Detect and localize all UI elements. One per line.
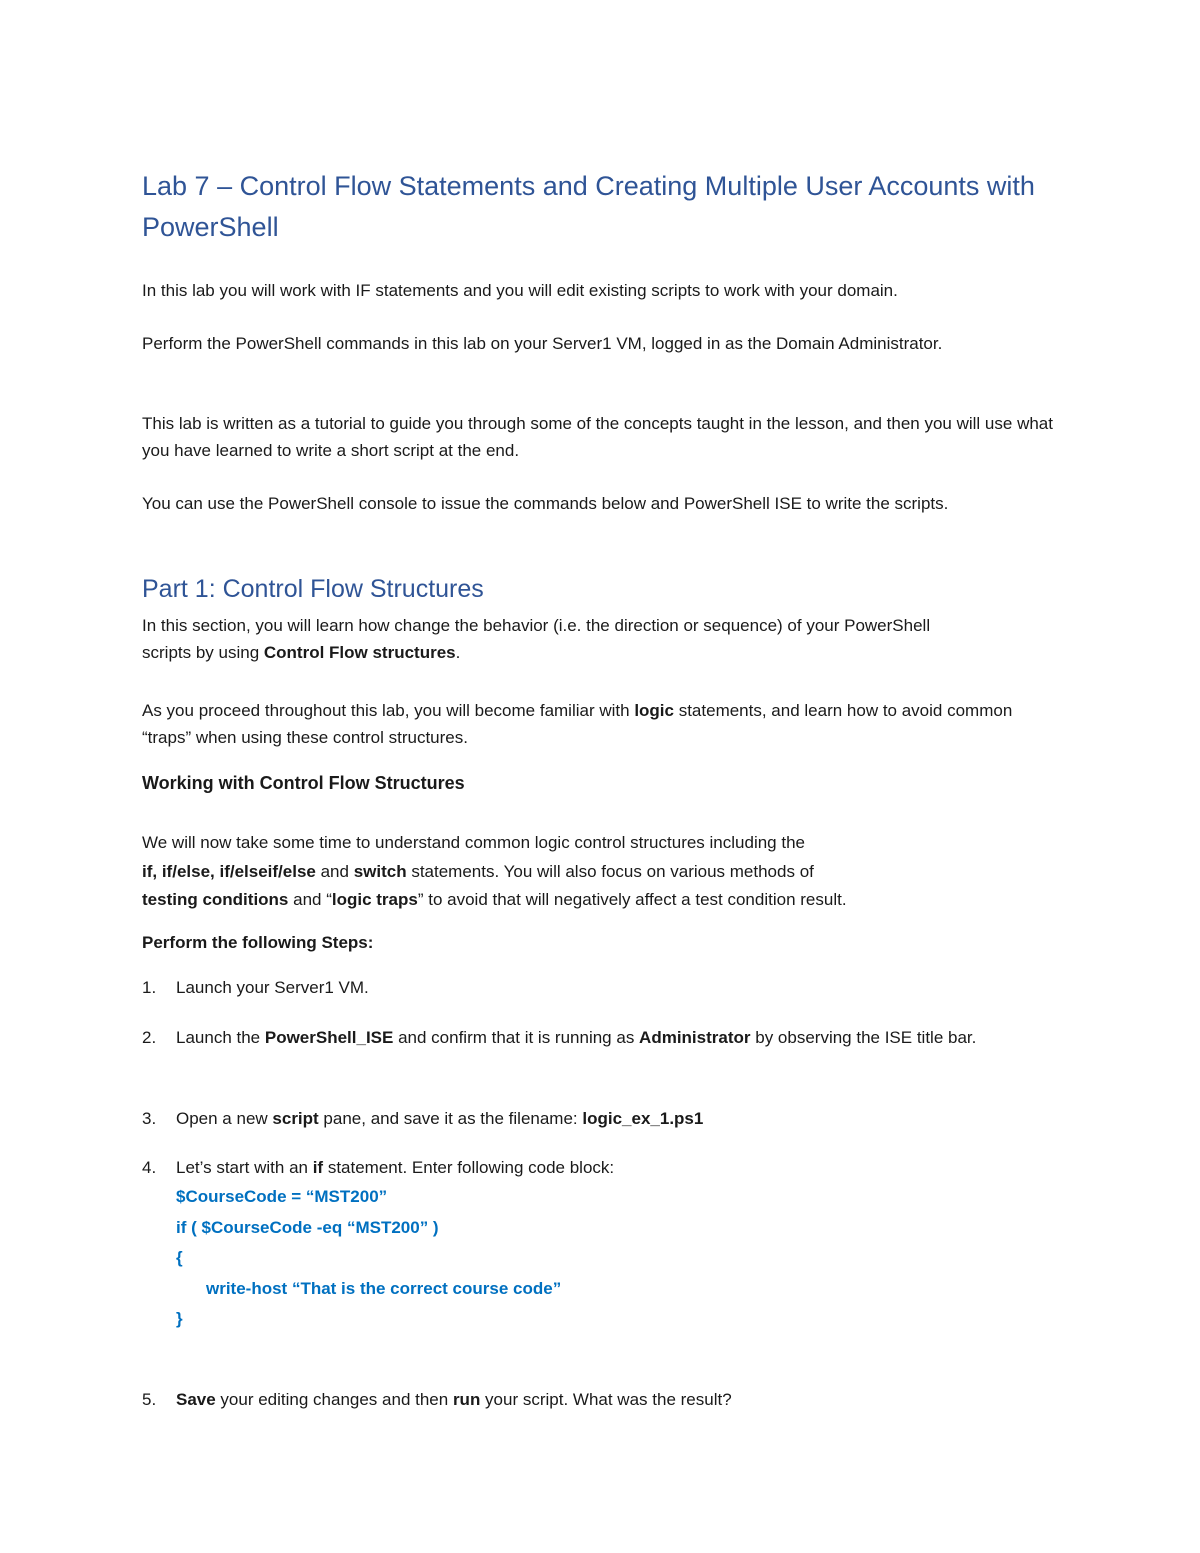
code-line: $CourseCode = “MST200” bbox=[176, 1187, 388, 1206]
code-block bbox=[176, 1182, 1056, 1335]
step-text: Let’s start with an if statement. Enter following code block: $CourseCode = “MST200” if ( $CourseCode -eq “MST200” ) { write-host “That is the correct course code” } bbox=[176, 1153, 1056, 1335]
code-line: write-host “That is the correct course code” bbox=[206, 1278, 562, 1298]
step-text: Open a new script pane, and save it as the filename: logic_ex_1.ps1 bbox=[176, 1109, 704, 1128]
part1-paragraph-2: As you proceed throughout this lab, you will become familiar with logic statements, and learn how to avoid common “traps” when using these control structures. bbox=[142, 701, 1013, 747]
step-text: Launch your Server1 VM. bbox=[176, 978, 369, 997]
step-number: 5. bbox=[142, 1390, 157, 1409]
intro-paragraph-1: In this lab you will work with IF statements and you will edit existing scripts to work with your domain. bbox=[142, 281, 898, 300]
part1-paragraph-1: In this section, you will learn how change the behavior (i.e. the direction or sequence) of your PowerShell scripts by using Control Flow structures. bbox=[142, 616, 931, 662]
code-line: } bbox=[176, 1309, 183, 1328]
working-heading: Working with Control Flow Structures bbox=[142, 773, 465, 793]
working-paragraph bbox=[142, 829, 1062, 915]
part1-heading: Part 1: Control Flow Structures bbox=[142, 575, 484, 603]
step-text: Launch the PowerShell_ISE and confirm that it is running as Administrator by observing the ISE title bar. bbox=[176, 1028, 977, 1047]
step-number: 3. bbox=[142, 1109, 157, 1128]
code-line: if ( $CourseCode -eq “MST200” ) bbox=[176, 1217, 439, 1237]
step-number: 1. bbox=[142, 978, 157, 997]
step-text: Save your editing changes and then run your script. What was the result? bbox=[176, 1390, 732, 1409]
document-title: Lab 7 – Control Flow Statements and Creating Multiple User Accounts with PowerShell bbox=[142, 171, 1035, 242]
steps-heading: Perform the following Steps: bbox=[142, 933, 374, 952]
working-line-3: testing conditions and “logic traps” to avoid that will negatively affect a test condition result. bbox=[142, 890, 847, 909]
working-line-1: We will now take some time to understand common logic control structures including the bbox=[142, 833, 805, 852]
step-number: 2. bbox=[142, 1028, 157, 1047]
code-line: { bbox=[176, 1248, 183, 1267]
intro-paragraph-3: This lab is written as a tutorial to guide you through some of the concepts taught in the lesson, and then you will use what you have learned to write a short script at the end. bbox=[142, 414, 1053, 460]
working-line-2: if, if/else, if/elseif/else and switch statements. You will also focus on various methods of bbox=[142, 861, 814, 881]
intro-paragraph-4: You can use the PowerShell console to issue the commands below and PowerShell ISE to write the scripts. bbox=[142, 494, 949, 513]
step-number: 4. bbox=[142, 1158, 157, 1177]
intro-paragraph-2: Perform the PowerShell commands in this lab on your Server1 VM, logged in as the Domain Administrator. bbox=[142, 334, 943, 353]
